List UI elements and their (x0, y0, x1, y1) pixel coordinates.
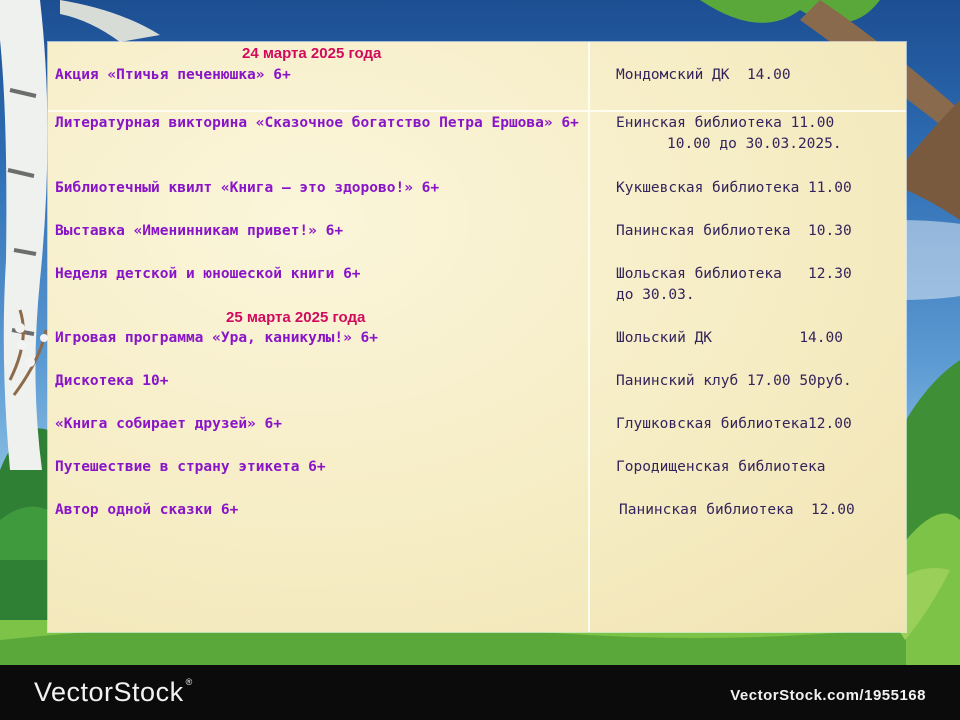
watermark-url: VectorStock.com/1955168 (730, 687, 926, 704)
event-place: Панинский клуб 17.00 50руб. (616, 373, 852, 389)
event-title: Путешествие в страну этикета 6+ (55, 459, 326, 475)
event-title: Неделя детской и юношеской книги 6+ (55, 266, 361, 282)
event-place-extra: 10.00 до 30.03.2025. (667, 136, 842, 152)
watermark-bar (0, 665, 960, 720)
date-heading: 25 марта 2025 года (226, 309, 366, 326)
row-divider (48, 110, 906, 112)
event-place: Енинская библиотека 11.00 (616, 115, 835, 131)
column-divider (588, 42, 590, 632)
event-place: Глушковская библиотека12.00 (616, 416, 852, 432)
event-place: Панинская библиотека 10.30 (616, 223, 852, 239)
event-title: Дискотека 10+ (55, 373, 169, 389)
event-place: Кукшевская библиотека 11.00 (616, 180, 852, 196)
event-place: Городищенская библиотека (616, 459, 826, 475)
schedule-card (48, 42, 906, 632)
event-place: Панинская библиотека 12.00 (619, 502, 855, 518)
event-place-extra: до 30.03. (616, 287, 695, 303)
event-title: «Книга собирает друзей» 6+ (55, 416, 282, 432)
event-title: Автор одной сказки 6+ (55, 502, 239, 518)
event-title: Игровая программа «Ура, каникулы!» 6+ (55, 330, 379, 346)
event-title: Библиотечный квилт «Книга – это здорово!» 6+ (55, 180, 440, 196)
event-title: Акция «Птичья печенюшка» 6+ (55, 67, 291, 83)
vectorstock-logo: VectorStock ® (34, 677, 193, 707)
event-title: Выставка «Именинникам привет!» 6+ (55, 223, 344, 239)
date-heading: 24 марта 2025 года (242, 45, 382, 62)
event-place: Мондомский ДК 14.00 (616, 67, 791, 83)
event-place: Шольский ДК 14.00 (616, 330, 843, 346)
event-place: Шольская библиотека 12.30 (616, 266, 852, 282)
event-title: Литературная викторина «Сказочное богатство Петра Ершова» 6+ (55, 115, 579, 131)
